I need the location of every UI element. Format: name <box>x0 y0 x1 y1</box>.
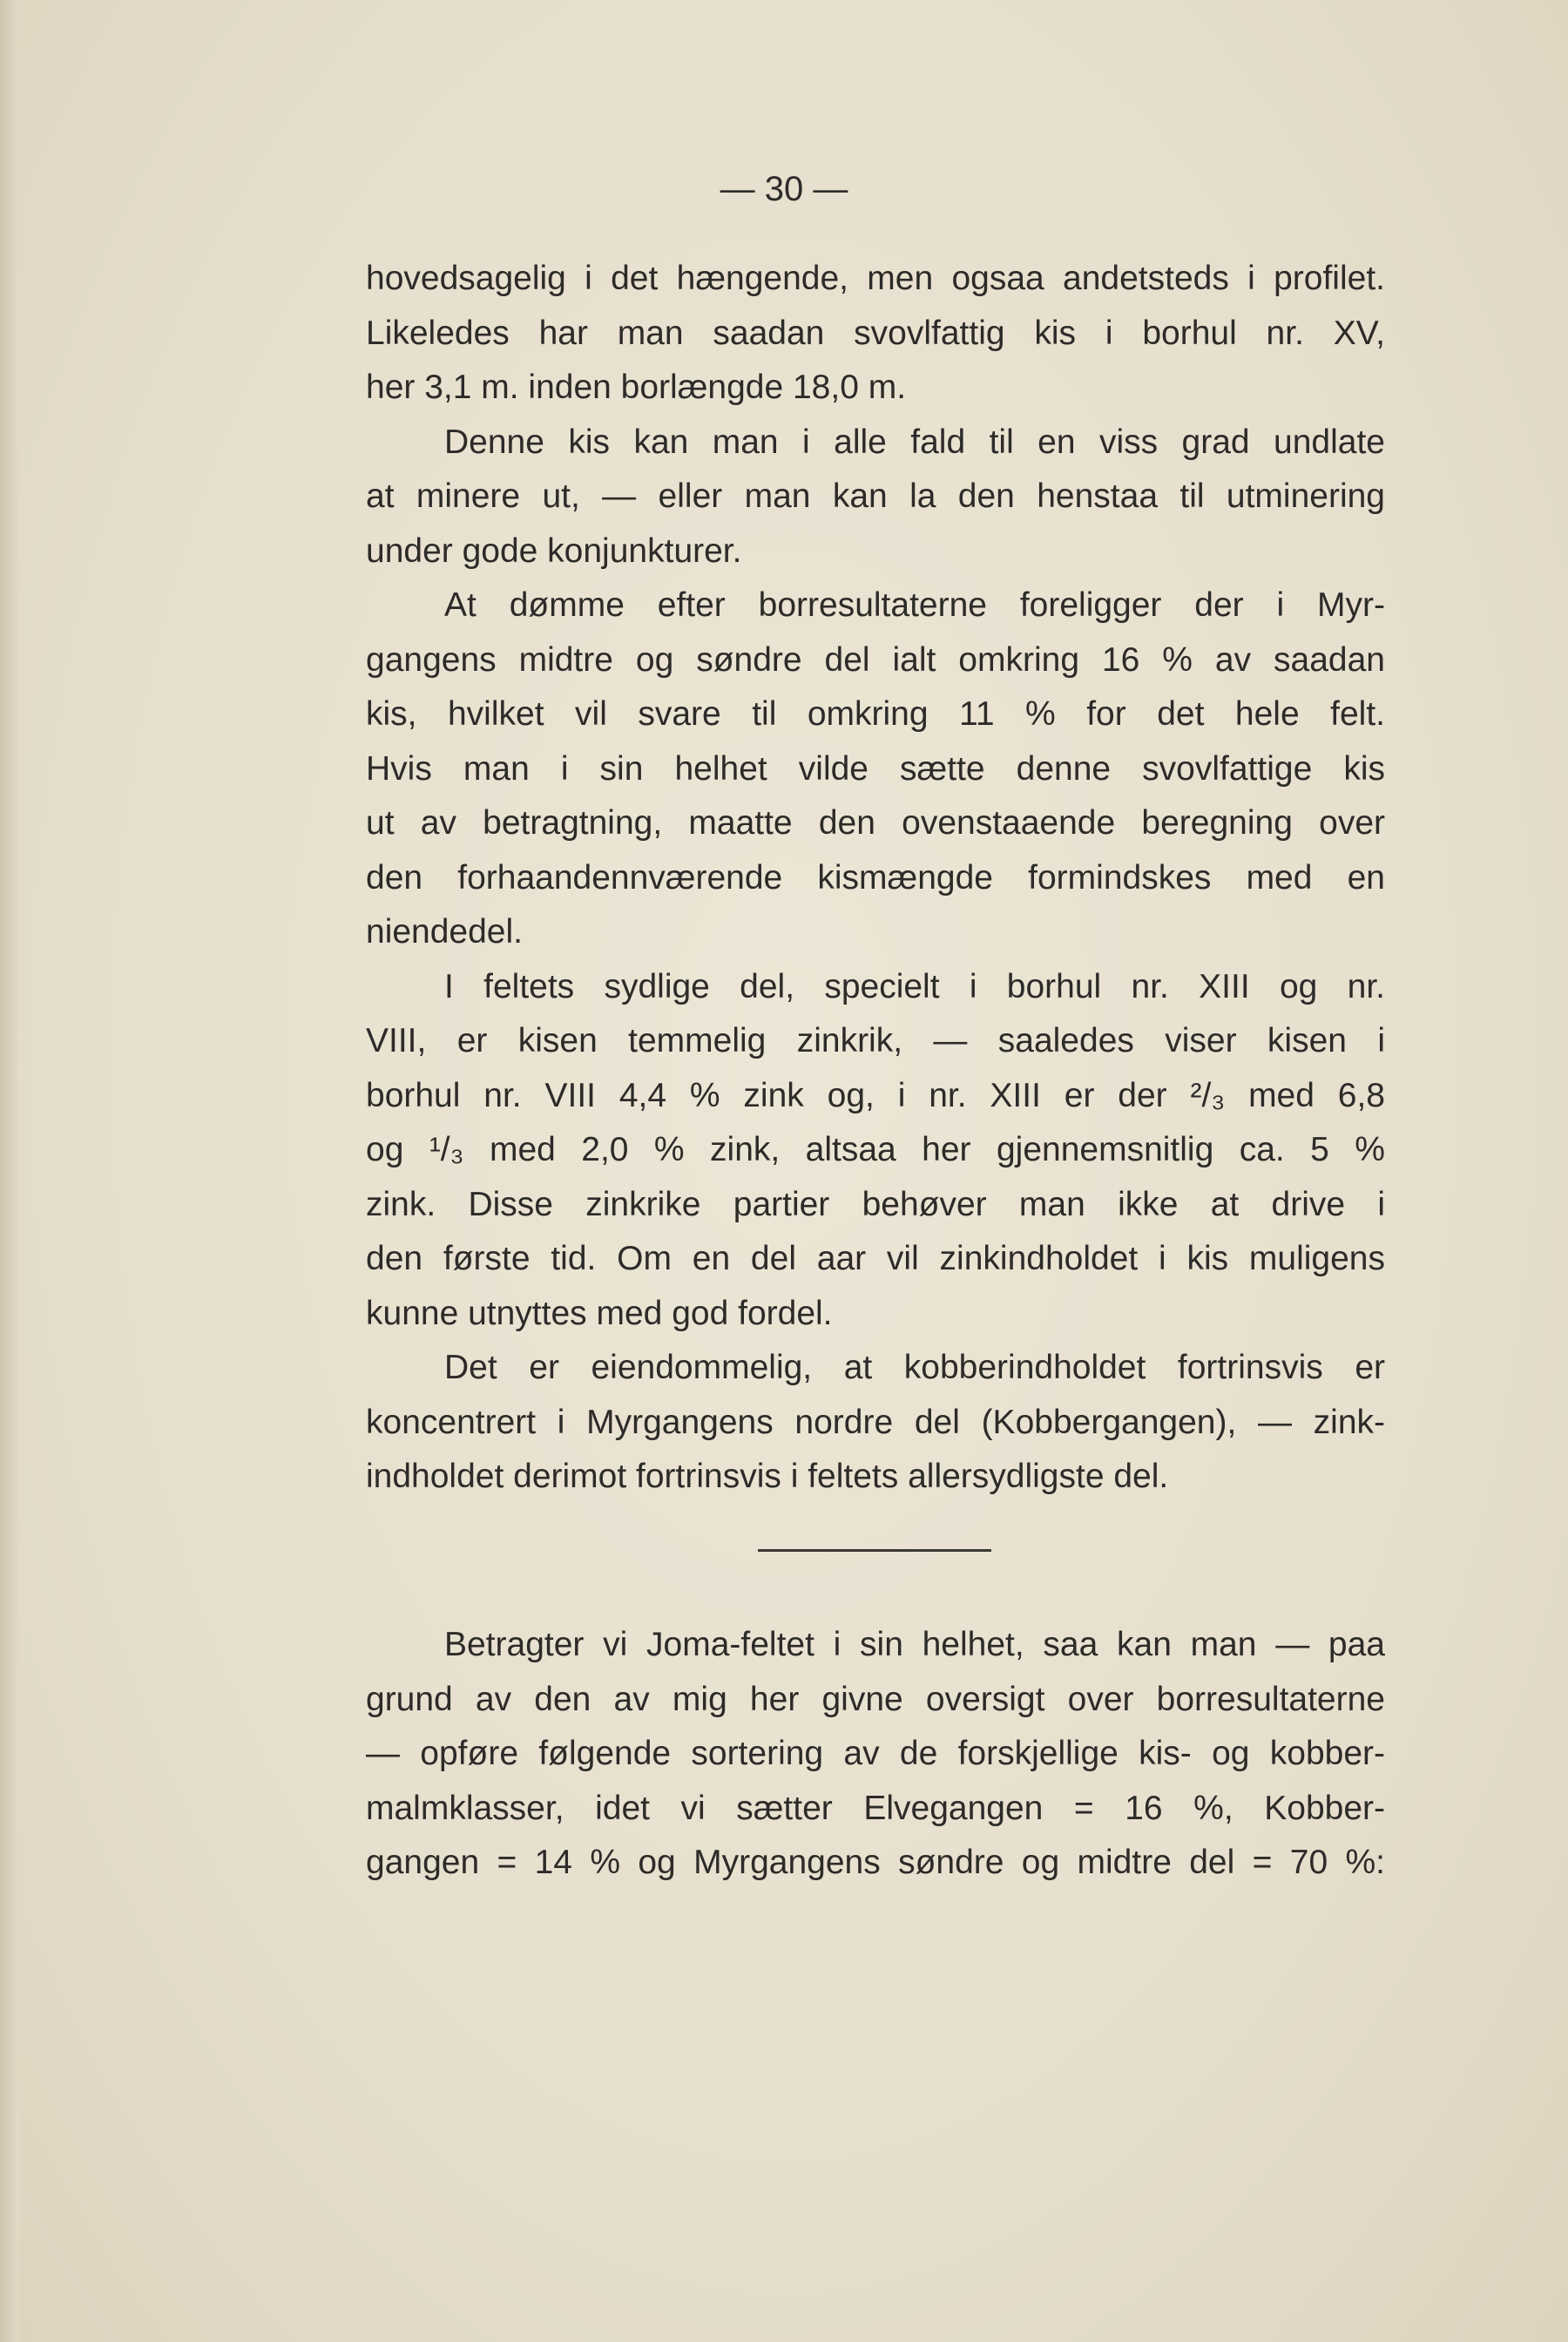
text-line: Likeledes har man saadan svovlfattig kis i borhul nr. XV, <box>366 314 1385 352</box>
body-text-section-2 <box>366 1618 1385 1891</box>
section-divider <box>758 1549 991 1552</box>
text-line: ut av betragtning, maatte den ovenstaaende beregning over <box>366 804 1385 842</box>
text-line: kis, hvilket vil svare til omkring 11 % for det hele felt. <box>366 695 1385 733</box>
text-line: At dømme efter borresultaterne foreligger der i Myr- <box>444 586 1385 624</box>
page-number: — 30 — <box>720 170 848 208</box>
text-line: den første tid. Om en del aar vil zinkindholdet i kis muligens <box>366 1240 1385 1277</box>
page-edge <box>0 0 19 2342</box>
text-line: zink. Disse zinkrike partier behøver man ikke at drive i <box>366 1185 1385 1223</box>
text-line: indholdet derimot fortrinsvis i feltets allersydligste del. <box>366 1458 1169 1495</box>
text-line: niendedel. <box>366 913 523 951</box>
text-line: malmklasser, idet vi sætter Elvegangen = 16 %, Kobber- <box>366 1789 1385 1827</box>
text-line: I feltets sydlige del, specielt i borhul nr. XIII og nr. <box>444 967 1385 1005</box>
text-line: borhul nr. VIII 4,4 % zink og, i nr. XIII er der ²/₃ med 6,8 <box>366 1076 1385 1114</box>
text-line: koncentrert i Myrgangens nordre del (Kobbergangen), — zink- <box>366 1403 1385 1441</box>
text-line: under gode konjunkturer. <box>366 531 742 570</box>
text-line: kunne utnyttes med god fordel. <box>366 1294 833 1332</box>
text-line: Hvis man i sin helhet vilde sætte denne svovlfattige kis <box>366 749 1385 788</box>
text-line: VIII, er kisen temmelig zinkrik, — saaledes viser kisen i <box>366 1022 1385 1059</box>
text-line: den forhaandennværende kismængde formindskes med en <box>366 858 1385 897</box>
text-line: at minere ut, — eller man kan la den henstaa til utminering <box>366 477 1385 515</box>
text-line: Betragter vi Joma-feltet i sin helhet, saa kan man — paa <box>444 1626 1385 1663</box>
text-line: hovedsagelig i det hængende, men ogsaa andetsteds i profilet. <box>366 260 1385 297</box>
text-line: grund av den av mig her givne oversigt over borresultaterne <box>366 1680 1385 1718</box>
text-line: Denne kis kan man i alle fald til en viss grad undlate <box>444 423 1385 461</box>
text-line: her 3,1 m. inden borlængde 18,0 m. <box>366 369 907 406</box>
text-line: Det er eiendommelig, at kobberindholdet fortrinsvis er <box>444 1349 1385 1386</box>
text-line: — opføre følgende sortering av de forskjellige kis- og kobber- <box>366 1735 1385 1772</box>
text-line: gangen = 14 % og Myrgangens søndre og midtre del = 70 %: <box>366 1844 1385 1881</box>
body-text-section-1 <box>366 252 1385 1505</box>
text-line: gangens midtre og søndre del ialt omkring 16 % av saadan <box>366 640 1385 679</box>
text-line: og ¹/₃ med 2,0 % zink, altsaa her gjennemsnitlig ca. 5 % <box>366 1131 1385 1168</box>
